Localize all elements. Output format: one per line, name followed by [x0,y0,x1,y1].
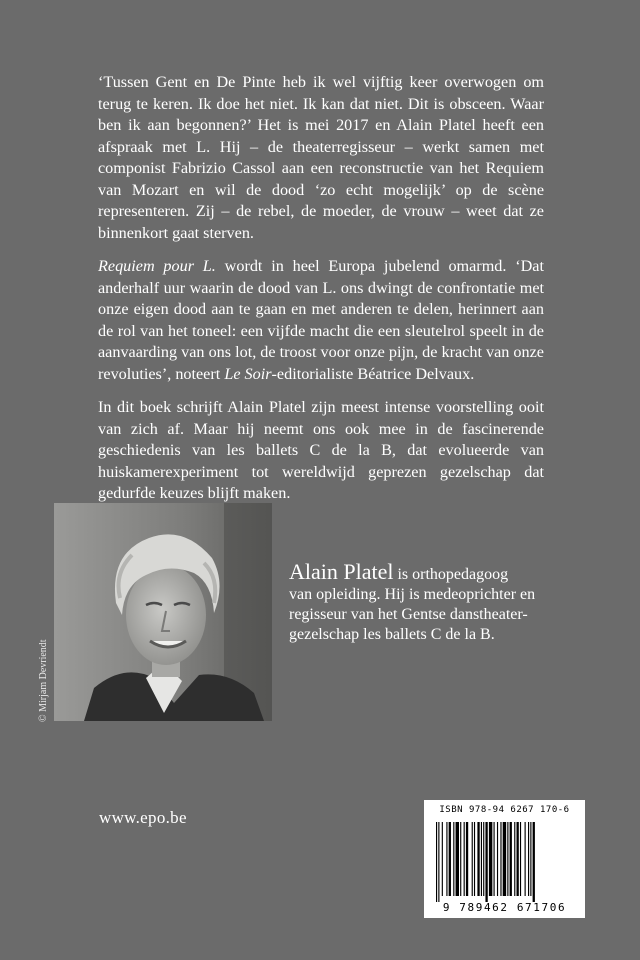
barcode-bars [436,822,573,902]
blurb-paragraph-2-text: wordt in heel Europa jubelend omarmd. ‘Dat anderhalf uur waarin de dood van L. ons dwingt de confrontatie met onze eigen dood aan te gaan en met anderen te delen, herinnert aan de rol van het toneel: een vijfde macht die een sleutelrol speelt in de aanvaarding van ons lot, de troost voor onze pijn, de kracht van onze revoluties’, noteert [98,257,544,383]
barcode-bar [485,822,487,902]
back-cover-blurb [98,72,544,517]
barcode-bar [442,822,443,896]
barcode-bar [494,822,495,896]
barcode-bar [500,822,501,896]
blurb-paragraph-2 [98,256,544,385]
blurb-paragraph-2-end: -editorialiste Béatrice Delvaux. [271,364,475,383]
barcode-bar [449,822,451,896]
barcode-bar [472,822,473,896]
author-portrait-illustration [54,503,272,721]
barcode-bar [477,822,479,896]
barcode-bar [474,822,475,896]
barcode-bar [483,822,484,896]
photo-credit: © Mirjam Devriendt [38,639,49,722]
barcode-bar [466,822,468,896]
barcode-bar [514,822,515,896]
barcode-bar [489,822,492,896]
blurb-paragraph-3: In dit boek schrijft Alain Platel zijn meest intense voorstelling ooit van zich af. Maar hij neemt ons ook mee in de fascinerende geschiedenis van les ballets C de la B, dat evolueerde van huiskamerexperiment tot wereldwijd geprezen gezelschap dat gedurfde keuzes blijft maken. [98,398,544,502]
isbn-label: ISBN 978-94 6267 170-6 [439,805,570,815]
bio-line-4: gezelschap les ballets C de la B. [289,626,495,643]
author-name: Alain Platel [289,559,394,584]
barcode-bar [481,822,482,896]
title-requiem: Requiem pour L. [98,257,216,275]
barcode-bar [525,822,526,896]
barcode-bar [528,822,529,896]
barcode-bar [446,822,447,896]
bio-line-1 [289,559,579,585]
blurb-paragraph-1: ‘Tussen Gent en De Pinte heb ik wel vijftig keer overwogen om terug te keren. Ik doe het niet. Ik kan dat niet. Dit is obsceen. Waar ben ik aan begonnen?’ Het is mei 2017 en Alain Platel heeft een afspraak met L. Hij – de theaterregisseur – werkt samen met componist Fabrizio Cassol aan een reconstructie van het Requiem van Mozart en wil de dood ‘zo echt mogelijk’ op de scène representeren. Zij – de rebel, de moeder, de vrouw – weet dat ze binnenkort gaat sterven. [98,73,544,242]
barcode-bar [517,822,519,896]
barcode-bar [453,822,454,896]
barcode-bar [530,822,531,896]
barcode-bar [464,822,465,896]
isbn-barcode [424,800,585,918]
barcode-bar [438,822,439,902]
barcode-bar [533,822,535,902]
publisher-website[interactable]: www.epo.be [99,808,187,827]
barcode-bar [456,822,459,896]
bio-line-1-text: is orthopedagoog [393,566,509,583]
barcode-bar [507,822,508,896]
isbn-digits: 9 789462 671706 [442,901,567,914]
barcode-bar [497,822,498,896]
barcode-bar [436,822,437,902]
author-photo [54,503,272,721]
bio-line-2: van opleiding. Hij is medeoprichter en [289,586,536,603]
barcode-bar [460,822,461,896]
barcode-bar [520,822,521,896]
barcode-bar [510,822,512,896]
newspaper-le-soir: Le Soir [224,364,272,383]
bio-line-3: regisseur van het Gentse danstheater- [289,606,528,623]
barcode-bar [503,822,506,896]
author-bio [289,559,579,645]
